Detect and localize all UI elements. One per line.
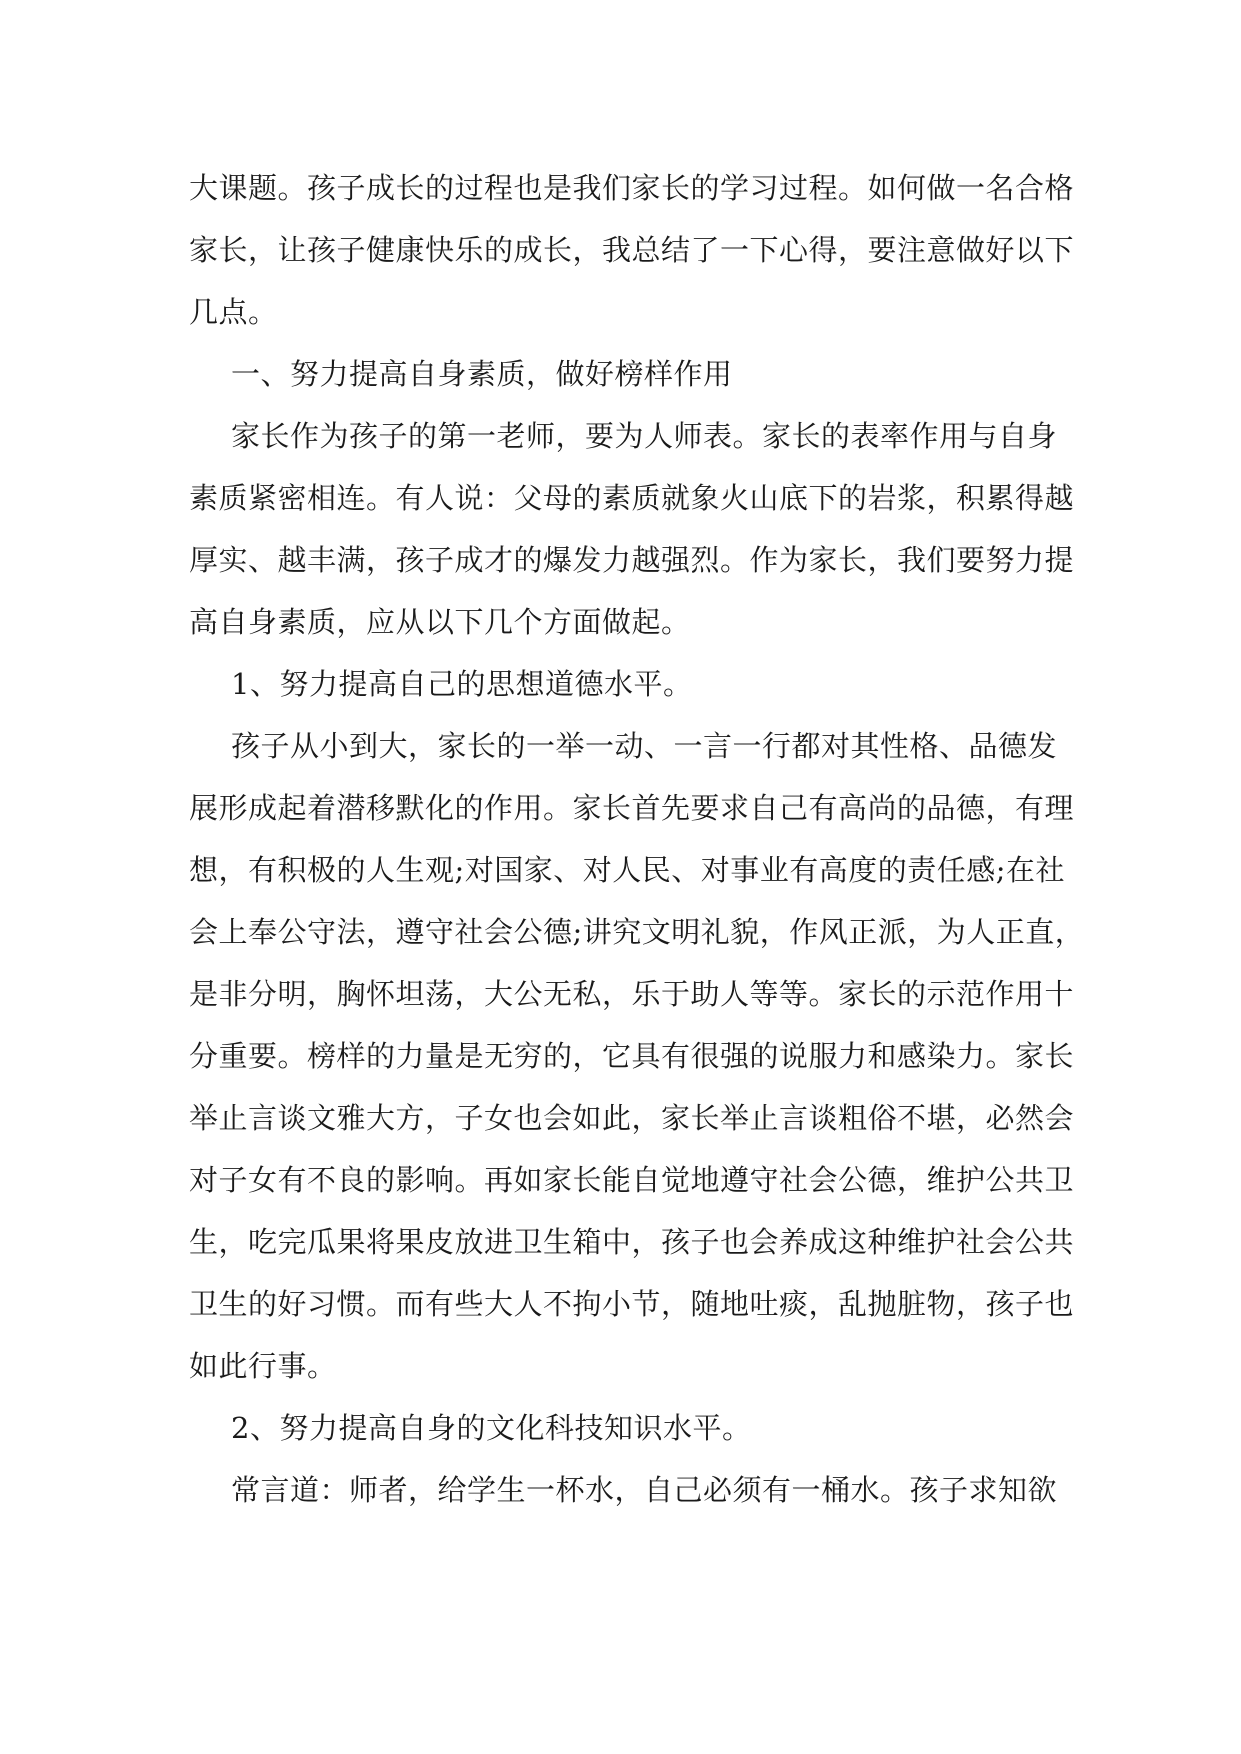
text-line: 几点。 xyxy=(189,295,278,329)
text-line: 会上奉公守法，遵守社会公德;讲究文明礼貌，作风正派，为人正直， xyxy=(189,915,1085,949)
text-line: 家长，让孩子健康快乐的成长，我总结了一下心得，要注意做好以下 xyxy=(189,233,1075,267)
text-line: 如此行事。 xyxy=(189,1349,337,1383)
text-line: 大课题。孩子成长的过程也是我们家长的学习过程。如何做一名合格 xyxy=(189,171,1075,205)
text-line: 展形成起着潜移默化的作用。家长首先要求自己有高尚的品德，有理 xyxy=(189,791,1075,825)
document-body xyxy=(189,157,1085,1521)
text-line: 高自身素质，应从以下几个方面做起。 xyxy=(189,605,691,639)
text-line: 对子女有不良的影响。再如家长能自觉地遵守社会公德，维护公共卫 xyxy=(189,1163,1075,1197)
text-line: 素质紧密相连。有人说：父母的素质就象火山底下的岩浆，积累得越 xyxy=(189,481,1075,515)
text-line: 分重要。榜样的力量是无穷的，它具有很强的说服力和感染力。家长 xyxy=(189,1039,1075,1073)
paragraph-start: 常言道：师者，给学生一杯水，自己必须有一桶水。孩子求知欲 xyxy=(231,1473,1058,1507)
text-line: 卫生的好习惯。而有些大人不拘小节，随地吐痰，乱抛脏物，孩子也 xyxy=(189,1287,1075,1321)
text-line: 举止言谈文雅大方，子女也会如此，家长举止言谈粗俗不堪，必然会 xyxy=(189,1101,1075,1135)
text-line: 生，吃完瓜果将果皮放进卫生箱中，孩子也会养成这种维护社会公共 xyxy=(189,1225,1075,1259)
text-line: 想，有积极的人生观;对国家、对人民、对事业有高度的责任感;在社 xyxy=(189,853,1066,887)
subsection-heading: 1、努力提高自己的思想道德水平。 xyxy=(231,667,693,701)
paragraph-start: 家长作为孩子的第一老师，要为人师表。家长的表率作用与自身 xyxy=(231,419,1058,453)
paragraph-start: 孩子从小到大，家长的一举一动、一言一行都对其性格、品德发 xyxy=(231,729,1058,763)
subsection-heading: 2、努力提高自身的文化科技知识水平。 xyxy=(231,1411,752,1445)
text-line: 厚实、越丰满，孩子成才的爆发力越强烈。作为家长，我们要努力提 xyxy=(189,543,1075,577)
text-line: 是非分明，胸怀坦荡，大公无私，乐于助人等等。家长的示范作用十 xyxy=(189,977,1075,1011)
section-heading: 一、努力提高自身素质，做好榜样作用 xyxy=(231,357,733,391)
